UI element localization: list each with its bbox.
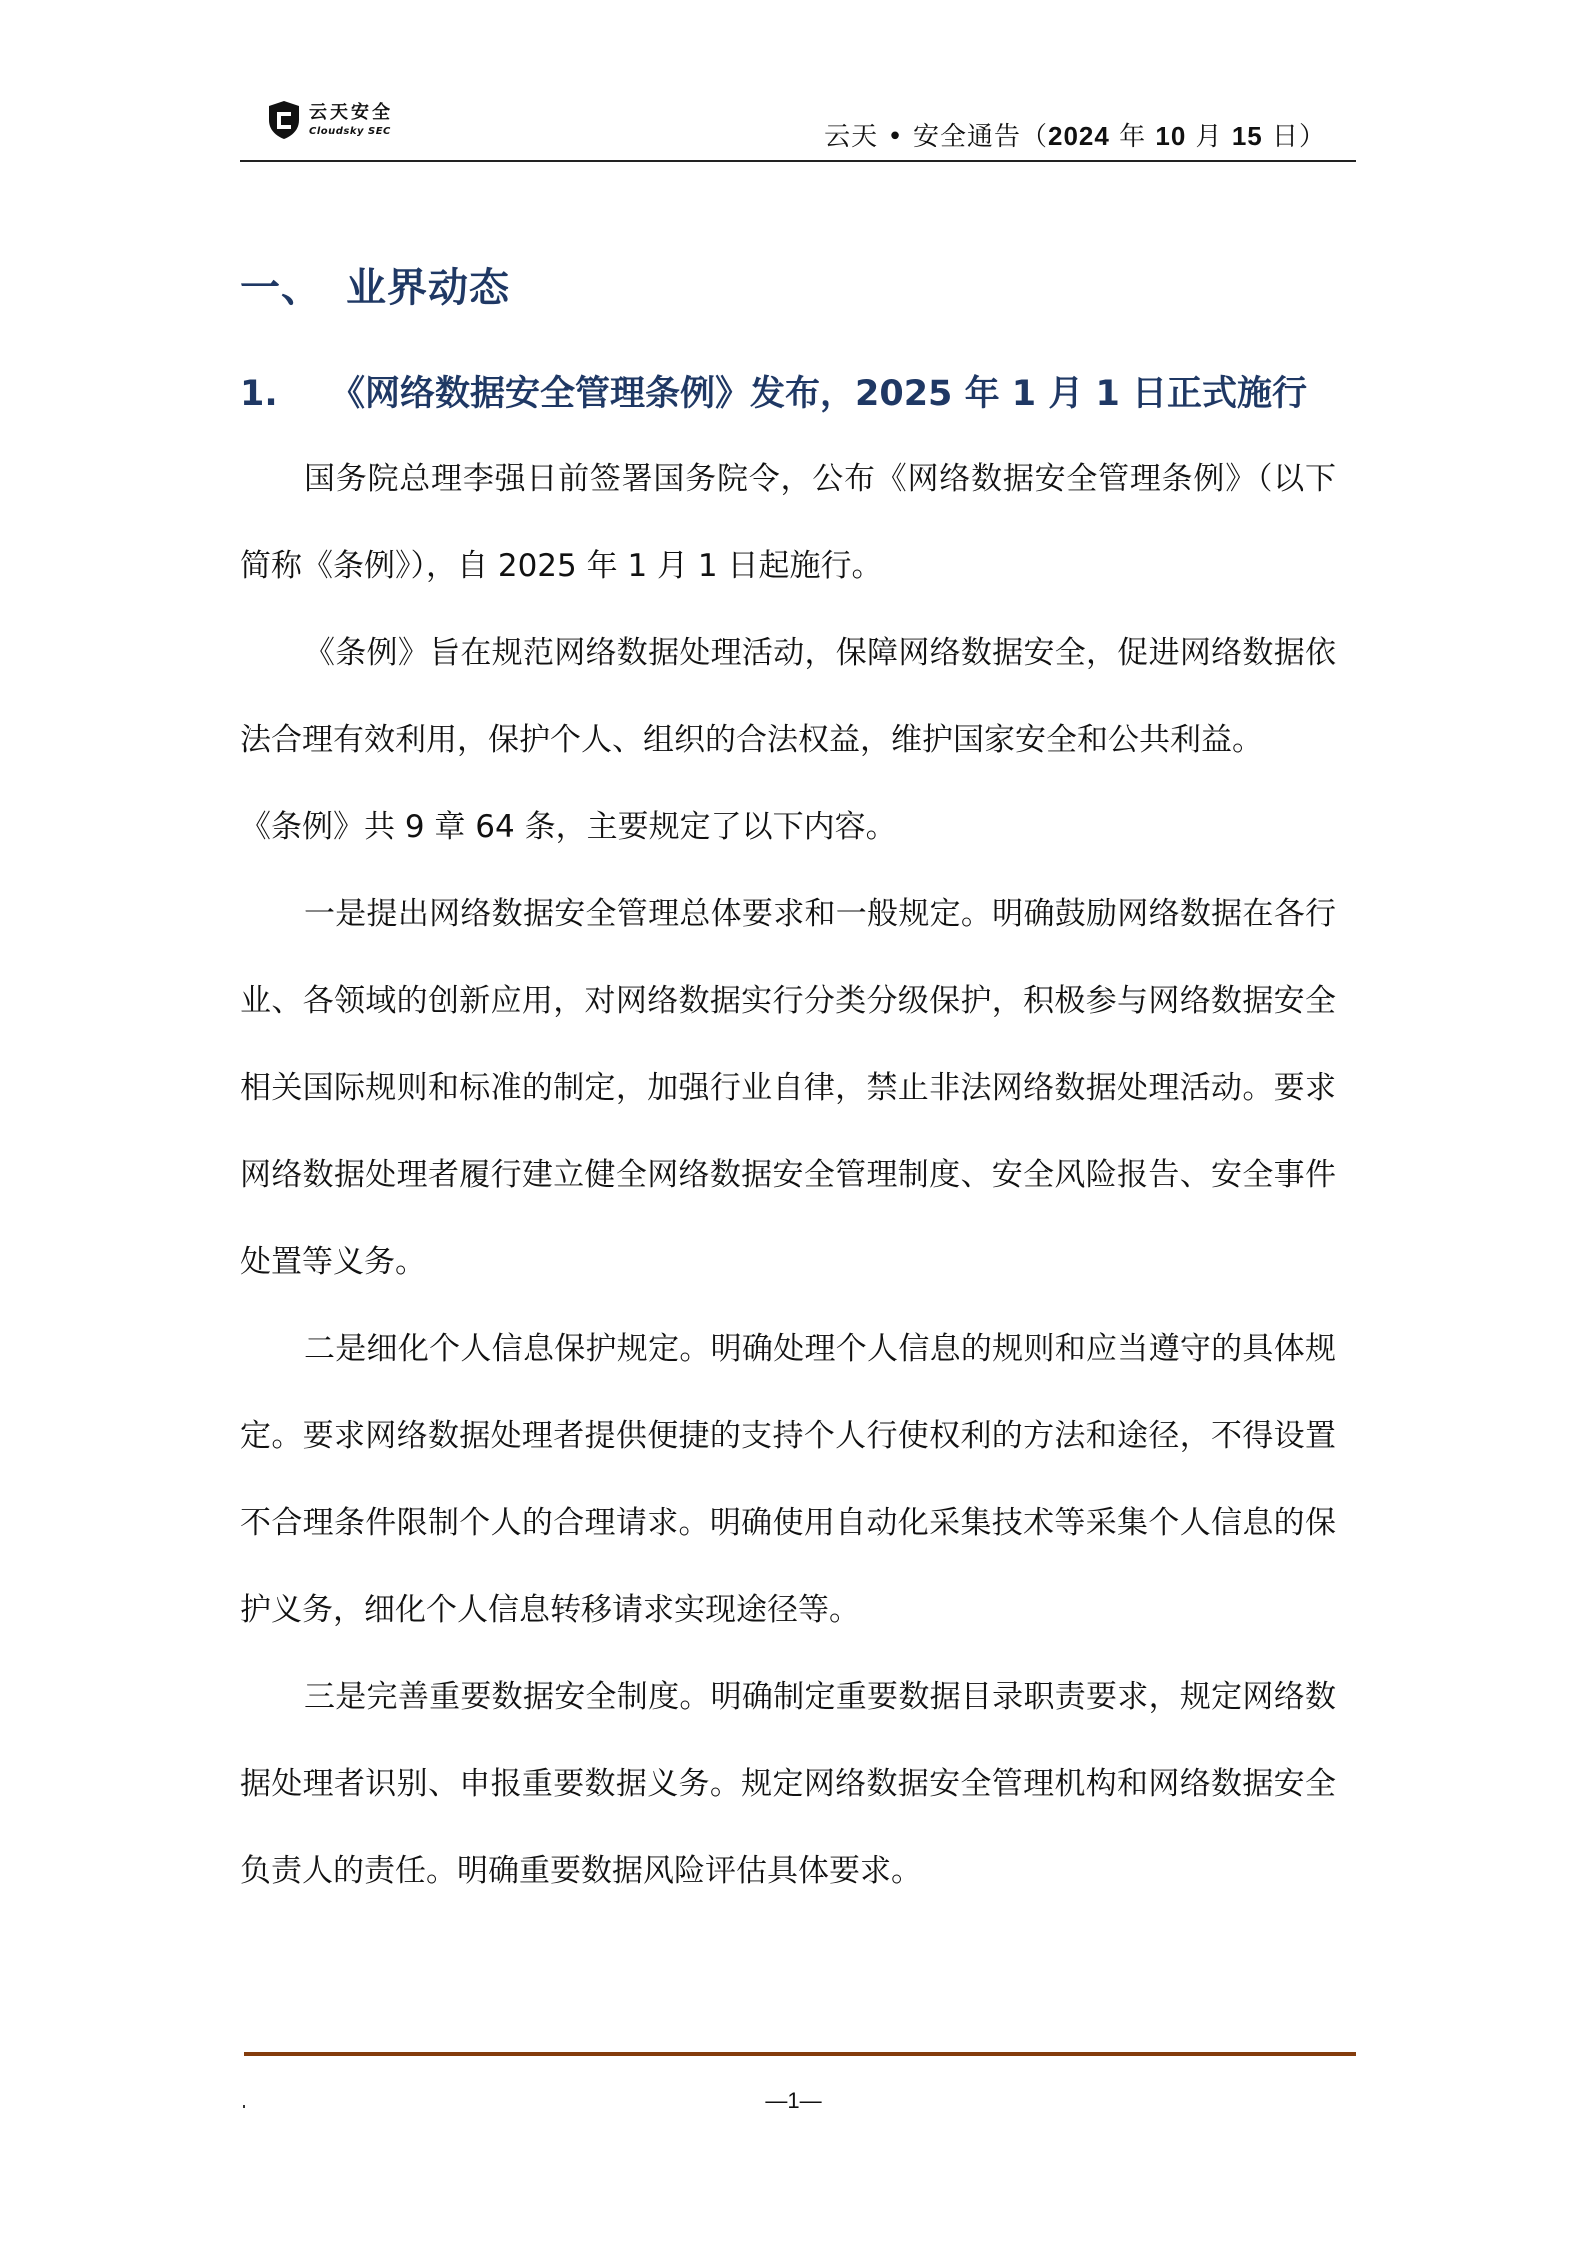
paragraph: 国务院总理李强日前签署国务院令，公布《网络数据安全管理条例》（以下简称《条例》），自 2025 年 1 月 1 日起施行。 <box>240 461 1336 584</box>
paragraph: 二是细化个人信息保护规定。明确处理个人信息的规则和应当遵守的具体规定。要求网络数据处理者提供便捷的支持个人行使权利的方法和途径，不得设置不合理条件限制个人的合理请求。明确使用自动化采集技术等采集个人信息的保护义务，细化个人信息转移请求实现途径等。 <box>240 1331 1336 1628</box>
paragraph: 一是提出网络数据安全管理总体要求和一般规定。明确鼓励网络数据在各行业、各领域的创新应用，对网络数据实行分类分级保护，积极参与网络数据安全相关国际规则和标准的制定，加强行业自律，禁止非法网络数据处理活动。要求网络数据处理者履行建立健全网络数据安全管理制度、安全风险报告、安全事件处置等义务。 <box>240 896 1336 1280</box>
paragraph: 《条例》旨在规范网络数据处理活动，保障网络数据安全，促进网络数据依法合理有效利用，保护个人、组织的合法权益，维护国家安全和公共利益。 <box>240 635 1336 758</box>
year-unit: 年 <box>1109 122 1156 152</box>
footer-divider <box>244 2052 1356 2056</box>
article-body <box>240 436 1336 1915</box>
logo-english-name: Cloudsky SEC <box>309 125 391 137</box>
bulletin-title-suffix: 日） <box>1262 122 1326 152</box>
paragraph: 《条例》共 9 章 64 条，主要规定了以下内容。 <box>240 809 897 845</box>
paragraph: 三是完善重要数据安全制度。明确制定重要数据目录职责要求，规定网络数据处理者识别、申报重要数据义务。规定网络数据安全管理机构和网络数据安全负责人的责任。明确重要数据风险评估具体要求。 <box>240 1679 1336 1889</box>
article-title: 《网络数据安全管理条例》发布，2025 年 1 月 1 日正式施行 <box>330 374 1308 414</box>
page-number: —1— <box>765 2088 822 2113</box>
month-unit: 月 <box>1186 122 1232 152</box>
section-number: 一、 <box>240 265 322 311</box>
article-heading <box>240 366 1307 416</box>
company-logo <box>267 100 393 140</box>
section-title: 业界动态 <box>346 265 510 311</box>
bulletin-title <box>824 116 1326 153</box>
bulletin-day: 15 <box>1231 121 1263 151</box>
logo-chinese-name: 云天安全 <box>309 101 393 123</box>
bulletin-title-prefix: 云天 • 安全通告（ <box>824 122 1048 152</box>
bulletin-month: 10 <box>1155 121 1187 151</box>
shield-c-logo-icon <box>267 100 301 140</box>
header-divider <box>240 160 1356 162</box>
section-heading <box>240 256 510 313</box>
page-header <box>240 96 1356 162</box>
bulletin-year: 2024 <box>1047 121 1110 151</box>
article-number: 1. <box>240 374 278 414</box>
